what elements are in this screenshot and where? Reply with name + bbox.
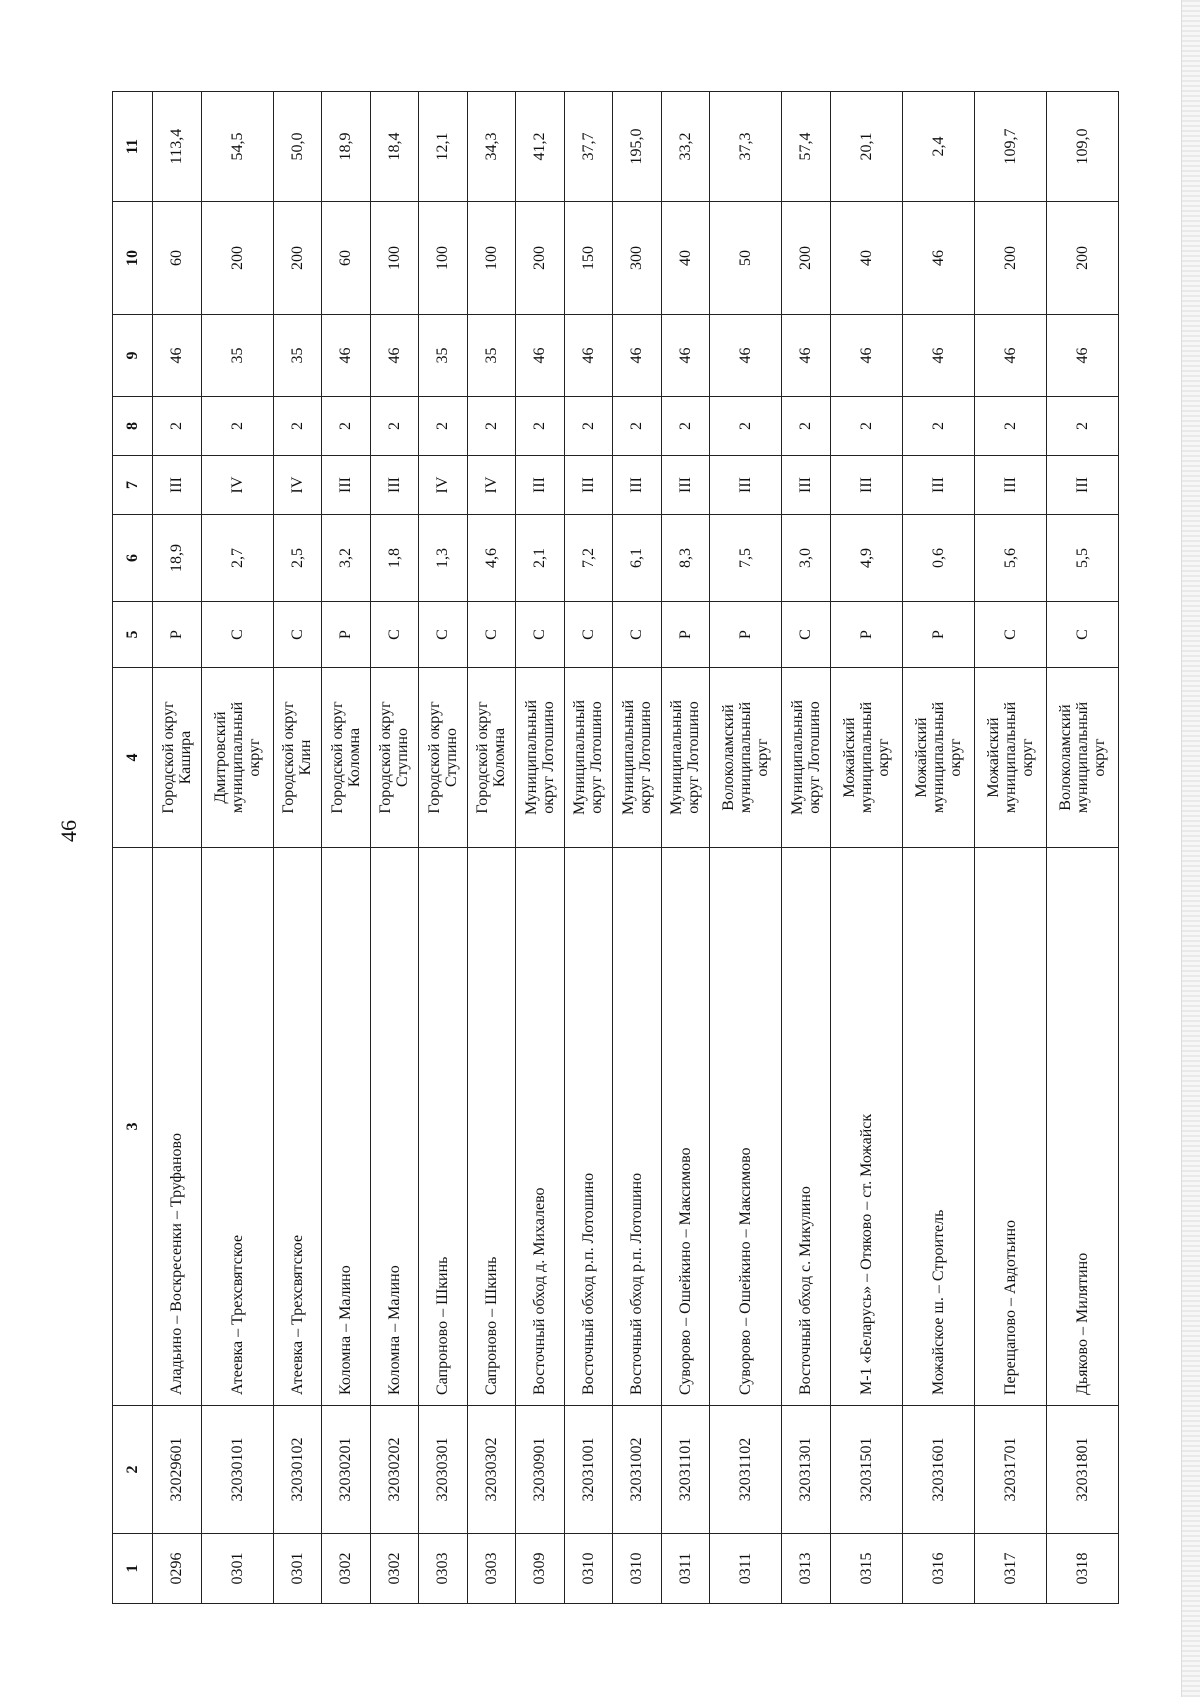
table-row — [564, 92, 613, 1604]
type-cell: С — [782, 602, 831, 668]
table-row — [201, 92, 273, 1604]
road-name-cell: М-1 «Беларусь» – Отяково – ст. Можайск — [830, 848, 902, 1406]
road-number-cell: 0301 — [273, 1534, 322, 1604]
width-cell: 46 — [710, 315, 782, 397]
type-cell: Р — [322, 602, 371, 668]
road-number-cell: 0302 — [370, 1534, 419, 1604]
district-cell: Муниципальный округ Лотошино — [516, 668, 565, 848]
column-header: 3 — [113, 848, 153, 1406]
total-cell: 18,4 — [370, 92, 419, 202]
width-cell: 46 — [322, 315, 371, 397]
column-header: 6 — [113, 515, 153, 602]
road-number-cell: 0317 — [974, 1534, 1046, 1604]
total-cell: 109,7 — [974, 92, 1046, 202]
road-number-cell: 0301 — [201, 1534, 273, 1604]
type-cell: С — [273, 602, 322, 668]
lanes-cell: 2 — [201, 397, 273, 456]
table-row — [830, 92, 902, 1604]
total-cell: 41,2 — [516, 92, 565, 202]
road-name-cell: Сапроново – Шкинь — [419, 848, 468, 1406]
district-cell: Городской округ Ступино — [419, 668, 468, 848]
category-cell: III — [370, 456, 419, 515]
length-cell: 5,5 — [1046, 515, 1118, 602]
category-cell: III — [516, 456, 565, 515]
table-row — [516, 92, 565, 1604]
width-cell: 35 — [273, 315, 322, 397]
road-number-cell: 0313 — [782, 1534, 831, 1604]
cost-cell: 200 — [1046, 202, 1118, 315]
lanes-cell: 2 — [661, 397, 710, 456]
table-row — [1046, 92, 1118, 1604]
length-cell: 7,2 — [564, 515, 613, 602]
data-table — [112, 91, 1119, 1604]
road-number-cell: 0310 — [564, 1534, 613, 1604]
lanes-cell: 2 — [467, 397, 516, 456]
category-cell: III — [564, 456, 613, 515]
category-cell: III — [830, 456, 902, 515]
type-cell: С — [419, 602, 468, 668]
type-cell: Р — [661, 602, 710, 668]
road-name-cell: Дьяково – Милятино — [1046, 848, 1118, 1406]
road-number-cell: 0302 — [322, 1534, 371, 1604]
cost-cell: 40 — [830, 202, 902, 315]
category-cell: III — [661, 456, 710, 515]
category-cell: III — [153, 456, 202, 515]
lanes-cell: 2 — [1046, 397, 1118, 456]
total-cell: 34,3 — [467, 92, 516, 202]
road-id-cell: 32031301 — [782, 1406, 831, 1534]
cost-cell: 150 — [564, 202, 613, 315]
road-id-cell: 32030201 — [322, 1406, 371, 1534]
cost-cell: 40 — [661, 202, 710, 315]
type-cell: Р — [153, 602, 202, 668]
road-name-cell: Восточный обход р.п. Лотошино — [564, 848, 613, 1406]
column-header: 11 — [113, 92, 153, 202]
category-cell: III — [782, 456, 831, 515]
lanes-cell: 2 — [273, 397, 322, 456]
width-cell: 46 — [516, 315, 565, 397]
length-cell: 3,2 — [322, 515, 371, 602]
length-cell: 4,9 — [830, 515, 902, 602]
lanes-cell: 2 — [516, 397, 565, 456]
table-row — [153, 92, 202, 1604]
road-id-cell: 32030301 — [419, 1406, 468, 1534]
rotated-table-wrapper — [112, 92, 1119, 1604]
type-cell: С — [613, 602, 662, 668]
cost-cell: 200 — [516, 202, 565, 315]
lanes-cell: 2 — [322, 397, 371, 456]
length-cell: 2,7 — [201, 515, 273, 602]
cost-cell: 60 — [322, 202, 371, 315]
road-number-cell: 0303 — [419, 1534, 468, 1604]
road-name-cell: Атеевка – Трехсвятское — [273, 848, 322, 1406]
road-id-cell: 32030101 — [201, 1406, 273, 1534]
scan-edge — [1181, 0, 1200, 1697]
length-cell: 6,1 — [613, 515, 662, 602]
width-cell: 46 — [974, 315, 1046, 397]
category-cell: IV — [201, 456, 273, 515]
road-name-cell: Суворово – Ошейкино – Максимово — [661, 848, 710, 1406]
district-cell: Волоколамский муниципальный округ — [710, 668, 782, 848]
width-cell: 46 — [153, 315, 202, 397]
road-number-cell: 0318 — [1046, 1534, 1118, 1604]
district-cell: Городской округ Коломна — [467, 668, 516, 848]
category-cell: III — [1046, 456, 1118, 515]
lanes-cell: 2 — [782, 397, 831, 456]
road-number-cell: 0303 — [467, 1534, 516, 1604]
width-cell: 46 — [370, 315, 419, 397]
column-header: 4 — [113, 668, 153, 848]
road-number-cell: 0315 — [830, 1534, 902, 1604]
road-number-cell: 0311 — [661, 1534, 710, 1604]
width-cell: 46 — [830, 315, 902, 397]
lanes-cell: 2 — [153, 397, 202, 456]
table-row — [370, 92, 419, 1604]
column-header: 2 — [113, 1406, 153, 1534]
column-header: 7 — [113, 456, 153, 515]
road-id-cell: 32029601 — [153, 1406, 202, 1534]
length-cell: 1,3 — [419, 515, 468, 602]
column-header: 1 — [113, 1534, 153, 1604]
district-cell: Волоколамский муниципальный округ — [1046, 668, 1118, 848]
road-name-cell: Аладьино – Воскресенки – Труфаново — [153, 848, 202, 1406]
district-cell: Можайский муниципальный округ — [902, 668, 974, 848]
total-cell: 37,7 — [564, 92, 613, 202]
header-row — [113, 92, 153, 1604]
total-cell: 195,0 — [613, 92, 662, 202]
type-cell: С — [974, 602, 1046, 668]
district-cell: Городской округ Коломна — [322, 668, 371, 848]
road-number-cell: 0316 — [902, 1534, 974, 1604]
cost-cell: 46 — [902, 202, 974, 315]
total-cell: 12,1 — [419, 92, 468, 202]
district-cell: Муниципальный округ Лотошино — [661, 668, 710, 848]
district-cell: Муниципальный округ Лотошино — [613, 668, 662, 848]
cost-cell: 200 — [974, 202, 1046, 315]
table-row — [710, 92, 782, 1604]
category-cell: III — [710, 456, 782, 515]
road-name-cell: Атеевка – Трехсвятское — [201, 848, 273, 1406]
table-row — [902, 92, 974, 1604]
lanes-cell: 2 — [974, 397, 1046, 456]
lanes-cell: 2 — [830, 397, 902, 456]
table-body — [153, 92, 1119, 1604]
total-cell: 50,0 — [273, 92, 322, 202]
length-cell: 2,5 — [273, 515, 322, 602]
road-name-cell: Сапроново – Шкинь — [467, 848, 516, 1406]
road-name-cell: Коломна – Малино — [370, 848, 419, 1406]
road-name-cell: Можайское ш. – Строитель — [902, 848, 974, 1406]
lanes-cell: 2 — [564, 397, 613, 456]
road-id-cell: 32030302 — [467, 1406, 516, 1534]
width-cell: 35 — [419, 315, 468, 397]
column-header: 10 — [113, 202, 153, 315]
type-cell: С — [1046, 602, 1118, 668]
road-name-cell: Суворово – Ошейкино – Максимово — [710, 848, 782, 1406]
district-cell: Городской округ Клин — [273, 668, 322, 848]
road-name-cell: Восточный обход с. Микулино — [782, 848, 831, 1406]
district-cell: Дмитровский муниципальный округ — [201, 668, 273, 848]
type-cell: С — [370, 602, 419, 668]
road-id-cell: 32031801 — [1046, 1406, 1118, 1534]
category-cell: III — [613, 456, 662, 515]
table-row — [782, 92, 831, 1604]
lanes-cell: 2 — [902, 397, 974, 456]
category-cell: IV — [419, 456, 468, 515]
column-header: 8 — [113, 397, 153, 456]
district-cell: Муниципальный округ Лотошино — [564, 668, 613, 848]
table-row — [974, 92, 1046, 1604]
length-cell: 8,3 — [661, 515, 710, 602]
type-cell: С — [201, 602, 273, 668]
road-number-cell: 0311 — [710, 1534, 782, 1604]
lanes-cell: 2 — [419, 397, 468, 456]
road-id-cell: 32030901 — [516, 1406, 565, 1534]
road-name-cell: Восточный обход д. Михалево — [516, 848, 565, 1406]
road-id-cell: 32030202 — [370, 1406, 419, 1534]
width-cell: 46 — [1046, 315, 1118, 397]
road-name-cell: Восточный обход р.п. Лотошино — [613, 848, 662, 1406]
cost-cell: 200 — [782, 202, 831, 315]
table-row — [322, 92, 371, 1604]
road-id-cell: 32031501 — [830, 1406, 902, 1534]
width-cell: 35 — [467, 315, 516, 397]
district-cell: Можайский муниципальный округ — [830, 668, 902, 848]
width-cell: 46 — [613, 315, 662, 397]
type-cell: С — [516, 602, 565, 668]
length-cell: 4,6 — [467, 515, 516, 602]
length-cell: 2,1 — [516, 515, 565, 602]
road-number-cell: 0309 — [516, 1534, 565, 1604]
total-cell: 109,0 — [1046, 92, 1118, 202]
road-id-cell: 32030102 — [273, 1406, 322, 1534]
road-id-cell: 32031102 — [710, 1406, 782, 1534]
table-row — [661, 92, 710, 1604]
lanes-cell: 2 — [370, 397, 419, 456]
cost-cell: 200 — [201, 202, 273, 315]
road-number-cell: 0310 — [613, 1534, 662, 1604]
type-cell: Р — [830, 602, 902, 668]
total-cell: 37,3 — [710, 92, 782, 202]
total-cell: 33,2 — [661, 92, 710, 202]
total-cell: 20,1 — [830, 92, 902, 202]
road-id-cell: 32031101 — [661, 1406, 710, 1534]
width-cell: 46 — [902, 315, 974, 397]
table-row — [613, 92, 662, 1604]
table-row — [419, 92, 468, 1604]
district-cell: Городской округ Кашира — [153, 668, 202, 848]
width-cell: 46 — [564, 315, 613, 397]
road-id-cell: 32031001 — [564, 1406, 613, 1534]
cost-cell: 200 — [273, 202, 322, 315]
road-number-cell: 0296 — [153, 1534, 202, 1604]
page-number: 46 — [56, 820, 81, 842]
width-cell: 35 — [201, 315, 273, 397]
type-cell: С — [564, 602, 613, 668]
district-cell: Муниципальный округ Лотошино — [782, 668, 831, 848]
lanes-cell: 2 — [710, 397, 782, 456]
total-cell: 57,4 — [782, 92, 831, 202]
column-header: 5 — [113, 602, 153, 668]
road-id-cell: 32031701 — [974, 1406, 1046, 1534]
total-cell: 2,4 — [902, 92, 974, 202]
road-id-cell: 32031002 — [613, 1406, 662, 1534]
category-cell: IV — [273, 456, 322, 515]
length-cell: 0,6 — [902, 515, 974, 602]
cost-cell: 100 — [467, 202, 516, 315]
category-cell: IV — [467, 456, 516, 515]
cost-cell: 100 — [370, 202, 419, 315]
length-cell: 1,8 — [370, 515, 419, 602]
category-cell: III — [974, 456, 1046, 515]
length-cell: 3,0 — [782, 515, 831, 602]
total-cell: 54,5 — [201, 92, 273, 202]
cost-cell: 100 — [419, 202, 468, 315]
total-cell: 113,4 — [153, 92, 202, 202]
total-cell: 18,9 — [322, 92, 371, 202]
road-id-cell: 32031601 — [902, 1406, 974, 1534]
category-cell: III — [902, 456, 974, 515]
table-row — [467, 92, 516, 1604]
column-header: 9 — [113, 315, 153, 397]
district-cell: Городской округ Ступино — [370, 668, 419, 848]
cost-cell: 50 — [710, 202, 782, 315]
type-cell: Р — [710, 602, 782, 668]
road-name-cell: Коломна – Малино — [322, 848, 371, 1406]
width-cell: 46 — [661, 315, 710, 397]
cost-cell: 300 — [613, 202, 662, 315]
lanes-cell: 2 — [613, 397, 662, 456]
length-cell: 7,5 — [710, 515, 782, 602]
district-cell: Можайский муниципальный округ — [974, 668, 1046, 848]
road-name-cell: Перещапово – Авдотьино — [974, 848, 1046, 1406]
type-cell: С — [467, 602, 516, 668]
cost-cell: 60 — [153, 202, 202, 315]
type-cell: Р — [902, 602, 974, 668]
width-cell: 46 — [782, 315, 831, 397]
length-cell: 18,9 — [153, 515, 202, 602]
length-cell: 5,6 — [974, 515, 1046, 602]
category-cell: III — [322, 456, 371, 515]
table-row — [273, 92, 322, 1604]
